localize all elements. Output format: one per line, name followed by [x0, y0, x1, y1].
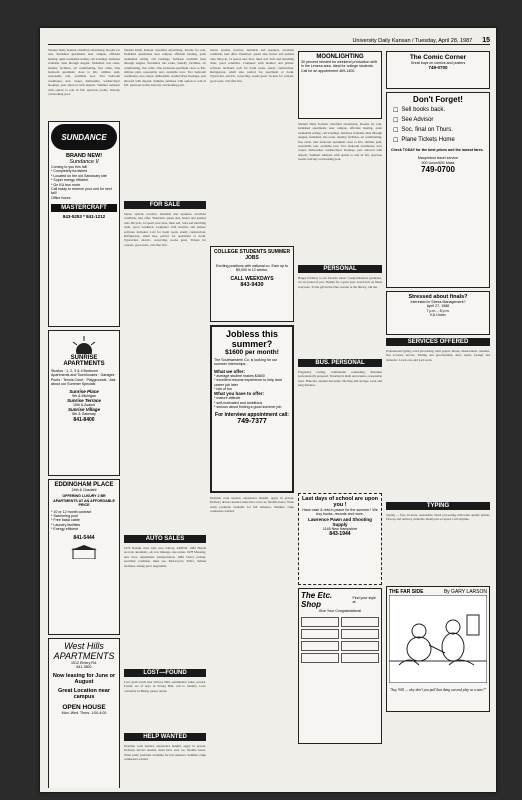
- jobless-cta: For interview appointment call:: [215, 411, 289, 418]
- far-side-title: THE FAR SIDE: [389, 589, 424, 595]
- sundance-line8: Call today to reserve your unit for next fall!: [51, 187, 112, 196]
- jobless-o2: * excellent resume experience to help land career job later: [214, 378, 282, 387]
- dont-forget-foot: Check TODAY for the best prices and the lowest fares.: [391, 148, 484, 152]
- dont-forget-item2: See Advisor: [401, 117, 434, 123]
- westhills-addr: 1012 Emery Rd.: [71, 661, 97, 665]
- sunrise-place1: Sunrise Place: [69, 388, 99, 394]
- classified-text-5: Student Daily Kansan classified advertising. Rooms for rent, furnished apartments near campus, efficient heating, quiet residential setting, call evenings. Sublease available June through August, furnished, bus route, laundry facilities, air conditioning, free cable. One bedroom apartment close to KU, utilities paid, reasonable rent, available now. Two bedroom townhouse, new carpet, dishwasher, washer/dryer hookups, pets allowed with deposit. Summer sublease with option to rent in fall, spacious rooms, balcony overlooking pool.: [298, 122, 382, 162]
- sunrise-place3: Sunrise Village: [67, 407, 101, 413]
- sundance-line7: * On KU bus route: [51, 182, 81, 187]
- column-4: [298, 48, 382, 788]
- checkbox-icon: ☐: [393, 138, 399, 144]
- eddingham-line3: * Swimming pool: [51, 514, 78, 519]
- jobless-have: What you have to offer:: [214, 391, 265, 397]
- column-5: [386, 48, 490, 788]
- moonlighting-body: 30 percent needed for weekend production shift in the Lenexa area. Ideal for college students. Call for an appointment 469-1400.: [301, 60, 377, 73]
- bus-personal-header: BUS. PERSONAL: [298, 359, 382, 367]
- sundance-ad: [48, 121, 120, 327]
- moonlighting-title: MOONLIGHTING: [316, 54, 364, 60]
- etc-shop-grid: [301, 617, 379, 663]
- sundance-line1: BRAND NEW!: [65, 153, 103, 159]
- column-2: [124, 48, 206, 788]
- checkbox-icon: ☐: [393, 108, 399, 114]
- jobless-h3: * serious about finding a good summer job: [214, 405, 282, 410]
- mastercraft-logo: MASTERCRAFT: [51, 204, 117, 212]
- sunrise-addr3: 6th & Gateway: [72, 412, 96, 417]
- sunrise-addr1: 9th & Michigan: [72, 393, 96, 398]
- summer-jobs-ad: [210, 246, 294, 322]
- sunrise-phone: 841-8400: [73, 416, 95, 423]
- etc-shop-sub: Give Your Congratulations!: [318, 609, 362, 613]
- maupintour-name: Maupintour travel service: [417, 156, 459, 161]
- far-side-cartoon: [386, 586, 490, 712]
- lastdays-addr: 1145 New Hampshire: [322, 526, 358, 531]
- page-header: [48, 34, 490, 45]
- eddingham-ad: [48, 479, 120, 635]
- sun-icon: [51, 333, 117, 355]
- newspaper-page: [40, 28, 496, 792]
- eddingham-line2: * 10 or 12 month contract: [51, 509, 92, 514]
- westhills-ad: [48, 638, 120, 788]
- eddingham-line6: * Energy efficient: [51, 527, 79, 532]
- sundance-line5: * Located on the old Sanctuary site: [51, 173, 107, 178]
- classified-text-4: Daytime cook needed, experience helpful, apply in person. Delivery drivers needed, must have own car, flexible hours. Work study positions available for fall semester. Summer camp counselors wanted.: [210, 496, 294, 514]
- jobless-phone: 749-7377: [237, 417, 267, 425]
- sundance-logo: SUNDANCE: [51, 124, 117, 150]
- stress-date: April 27, 1988: [426, 304, 450, 309]
- checkbox-icon: ☐: [393, 128, 399, 134]
- dont-forget-item3: Soc. final on Thurs.: [401, 127, 453, 133]
- maupintour-addr: 900 Union/831 Mass: [421, 160, 455, 165]
- etc-shop-title: The Etc. Shop: [301, 591, 333, 609]
- services-offered-header: SERVICES OFFERED: [386, 338, 490, 346]
- auto-sales-text: 1979 Datsun, runs well, new battery, AM/FM. 1982 Honda Accord, automatic, air, low mileage, one owner. 1978 Mustang, new tires, dependable transportation. 1984 Chevy pickup, excellent condition, must see. Motorcycle, 650cc, helmet included, asking price negotiable.: [124, 546, 206, 568]
- jobless-o3: * lots of fun: [214, 387, 232, 392]
- sunrise-addr2: 10th & Avalon: [72, 403, 96, 408]
- sundance-phones: 843-5253 * 841-1212: [62, 214, 106, 220]
- jobless-o1: * average student makes $4800: [214, 373, 265, 378]
- sunrise-ad: [48, 330, 120, 476]
- westhills-hours: Mon.-Wed. Thurs. 1:00-4:00: [61, 710, 107, 715]
- comic-corner-sub: Great buys on comics and posters: [410, 61, 466, 65]
- westhills-line1: Now leasing for June or August: [52, 672, 116, 685]
- dont-forget-ad: [386, 92, 490, 288]
- maupintour-phone: 749-0700: [421, 165, 455, 175]
- jobless-pay: $1600 per month!: [225, 349, 279, 356]
- personal-header: PERSONAL: [298, 265, 382, 273]
- column-1: [48, 48, 120, 788]
- stress-time: 7 p.m. - 8 p.m.: [426, 308, 450, 313]
- lost-found-header: LOST—FOUND: [124, 669, 206, 677]
- lastdays-store: Lawrence Pawn and Shooting Supply: [308, 516, 372, 527]
- westhills-line2: Great Location near campus: [58, 687, 110, 700]
- sundance-line4: * Completely furnished: [51, 169, 88, 174]
- checkbox-icon: ☐: [393, 118, 399, 124]
- jobless-ad: [210, 325, 294, 493]
- far-side-caption: "Say, Will — why don't you pull that thing out and play us a tune?": [389, 688, 487, 692]
- sundance-line9: Office hours:: [51, 195, 72, 200]
- typing-text: Typing — fast, accurate, reasonable. Word processing with letter quality printer. Pick up and delivery available. Rush jobs accepted. Call anytime.: [386, 513, 490, 522]
- comic-corner-title: The Comic Corner: [409, 54, 467, 61]
- jobless-h1: * mature attitude: [214, 396, 241, 401]
- lastdays-ad: [298, 493, 382, 585]
- lastdays-phone: 843-1944: [329, 531, 351, 538]
- sundance-line3: Coming to you this fall!: [51, 165, 88, 169]
- westhills-phone: 841-3800: [76, 665, 92, 670]
- eddingham-name: EDDINGHAM PLACE: [54, 482, 114, 488]
- comic-corner-ad: [386, 51, 490, 89]
- far-side-drawing: [389, 595, 487, 683]
- summer-jobs-title: COLLEGE STUDENTS SUMMER JOBS: [213, 249, 291, 261]
- bus-personal-text: Pregnancy testing, confidential counseling. Resumes professionally prepared. Tutoring in math and science, reasonable rates. Haircuts, student discounts. Moving and storage, local and long distance.: [298, 370, 382, 388]
- jobless-offer: What we offer:: [214, 368, 245, 374]
- for-sale-text: Stereo system, receiver, turntable and speakers, excellent condition, best offer. Waterbed, queen size, heater and padded rails. Bicycle, 12 speed, new tires, must sell. Sofa and matching chair, good condition. Computer with monitor and printer, software included. Loft for dorm room, sturdy construction. Refrigerator, small size, perfect for apartment or dorm. Typewriter, electric, correcting, works great. Tickets for concert, good seats, call after five.: [124, 212, 206, 247]
- help-wanted-header: HELP WANTED: [124, 733, 206, 741]
- stress-sub: Interested in Stress Management?: [410, 300, 466, 304]
- jobless-title: Jobless this summer?: [225, 329, 279, 349]
- lastdays-body: Have cash & rest in peace for the summer ! We buy books, records and more.: [302, 508, 378, 517]
- sundance-line2: Sundance II: [69, 159, 99, 165]
- classified-text-3: Stereo system, receiver, turntable and speakers, excellent condition, best offer. Waterbed, queen size, heater and padded rails. Bicycle, 12 speed, new tires, must sell. Sofa and matching chair, good condition. Computer with monitor and printer, software included. Loft for dorm room, sturdy construction. Refrigerator, small size, perfect for apartment or dorm. Typewriter, electric, correcting, works great. Tickets for concert, good seats, call after five.: [210, 48, 294, 83]
- eddingham-line4: * Free basic cable: [51, 518, 80, 523]
- comic-corner-phone: 749-0700: [428, 65, 448, 71]
- stress-ad: [386, 291, 490, 335]
- paper-dateline: University Daily Kansan / Tuesday, April 28, 1987: [352, 38, 473, 44]
- typing-header: TYPING: [386, 502, 490, 510]
- summer-jobs-phone: 843-9430: [240, 281, 264, 288]
- far-side-byline: By GARY LARSON: [443, 589, 487, 595]
- eddingham-line5: * Laundry facilities: [51, 522, 81, 527]
- lastdays-title: Last days of school are upon you !: [301, 496, 379, 508]
- summer-jobs-body: Exciting positions with national co. Earn up to $5,000 in 12 weeks.: [215, 264, 289, 273]
- personal-text: Happy birthday to our favorite sister! Congratulations graduates, we are proud of you. Thanks for a great year. Good luck on finals everyone. To the girl in the blue sweater at the library, call me.: [298, 276, 382, 289]
- eddingham-phone: 841-5444: [73, 534, 95, 541]
- classified-text-1: Student Daily Kansan classified advertising. Rooms for rent, furnished apartments near campus, efficient heating, quiet residential setting, call evenings. Sublease available June through August, furnished, bus route, laundry facilities, air conditioning, free cable. One bedroom apartment close to KU, utilities paid, reasonable rent, available now. Two bedroom townhouse, new carpet, dishwasher, washer/dryer hookups, pets allowed with deposit. Summer sublease with option to rent in fall, spacious rooms, balcony overlooking pool.: [48, 48, 120, 97]
- for-sale-header: FOR SALE: [124, 201, 206, 209]
- sunrise-name: SUNRISE APARTMENTS: [63, 355, 105, 367]
- services-text: Professional typing, word processing, term papers, theses, dissertations, resumes, fast accurate service. Editing and proofreading. Auto repair, foreign and domestic. Lawn care and yard work.: [386, 349, 490, 362]
- column-3: [210, 48, 294, 788]
- lost-found-text: Lost: gold watch near Wescoe Hall, sentimental value, reward. Found: set of keys in Strong Hall, call to identify. Lost: calculator in Budig, please return.: [124, 680, 206, 693]
- eddingham-line1: OFFERING LUXURY 2 BR APARTMENTS AT AN AFFORDABLE PRICE: [53, 494, 115, 508]
- westhills-name: West Hills APARTMENTS: [53, 641, 115, 661]
- eddingham-addr: 24th & Ousdahl: [71, 488, 97, 492]
- page-number: 15: [482, 37, 490, 44]
- classified-text-2: Student Daily Kansan classified advertising. Rooms for rent, furnished apartments near campus, efficient heating, quiet residential setting, call evenings. Sublease available June through August, furnished, bus route, laundry facilities, air conditioning, free cable. One bedroom apartment close to KU, utilities paid, reasonable rent, available now. Two bedroom townhouse, new carpet, dishwasher, washer/dryer hookups, pets allowed with deposit. Summer sublease with option to rent in fall, spacious rooms, balcony overlooking pool.: [124, 48, 206, 88]
- dont-forget-title: Don't Forget!: [413, 95, 463, 104]
- dont-forget-item4: Plane Tickets Home: [401, 137, 455, 143]
- building-icon: [51, 545, 117, 564]
- summer-jobs-cta: CALL WEEKDAYS: [230, 275, 274, 282]
- auto-sales-header: AUTO SALES: [124, 535, 206, 543]
- jobless-h2: * self-motivated and ambitious: [214, 400, 263, 405]
- stress-title: Stressed about finals?: [408, 294, 468, 300]
- etc-shop-tag: Find your style at: [352, 595, 376, 604]
- westhills-open: OPEN HOUSE: [62, 703, 106, 711]
- etc-shop-ad: [298, 588, 382, 744]
- stress-room: KU Union: [430, 313, 446, 318]
- dont-forget-item1: Sell books back.: [401, 107, 446, 113]
- moonlighting-ad: [298, 51, 382, 119]
- sunrise-features: Studios · 1, 2, 3 & 4 Bedroom Apartments and Townhouses · Garages · Pools · Tennis Court · Playgrounds · Ask about our Summer Specials: [51, 369, 117, 387]
- help-wanted-text: Daytime cook needed, experience helpful, apply in person. Delivery drivers needed, must have own car, flexible hours. Work study positions available for fall semester. Summer camp counselors wanted.: [124, 744, 206, 762]
- jobless-body: The Southwestern Co. is looking for our summer internships.: [214, 358, 278, 367]
- sundance-line6: * Super energy efficient: [51, 178, 89, 183]
- sunrise-place2: Sunrise Terrace: [67, 398, 101, 404]
